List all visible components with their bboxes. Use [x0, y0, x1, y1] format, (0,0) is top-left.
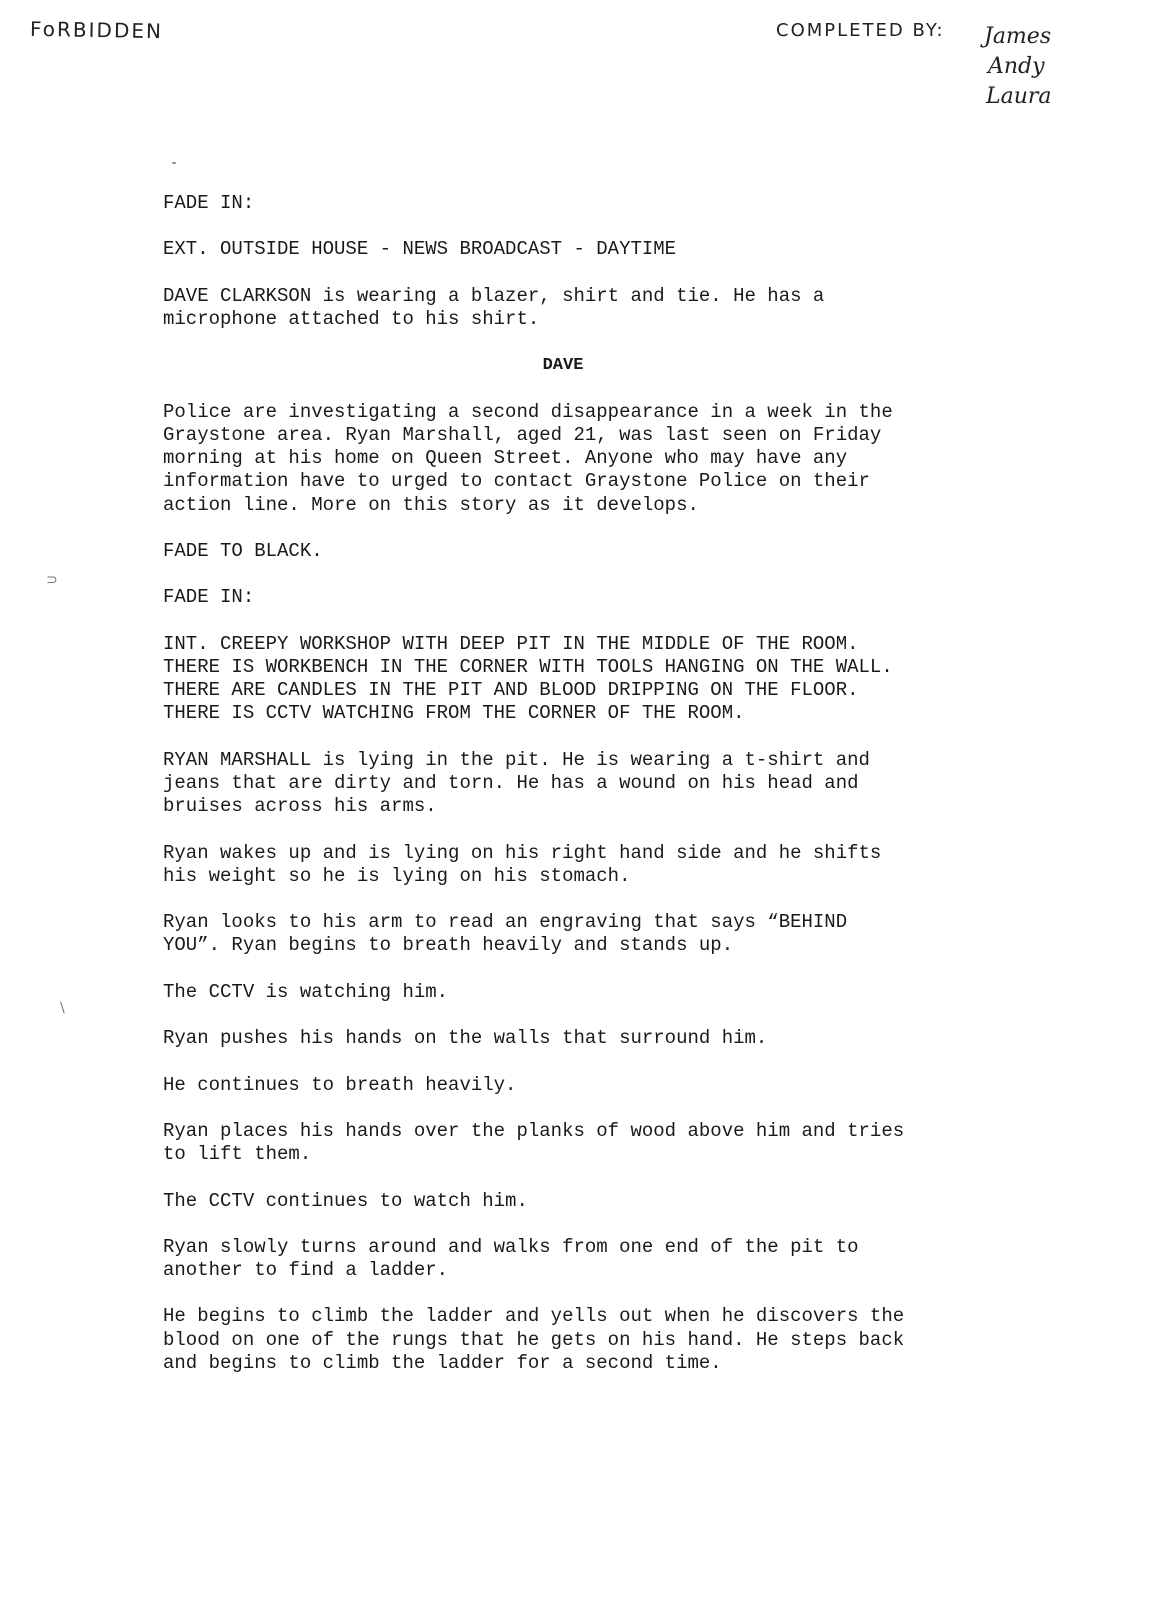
- character-name: DAVE: [542, 356, 584, 376]
- scan-mark: ⊃: [46, 572, 58, 588]
- action-paragraph: He continues to breath heavily.: [163, 1073, 517, 1096]
- action-paragraph: DAVE CLARKSON is wearing a blazer, shirt and tie. He has a microphone attached to his shirt.: [163, 284, 825, 330]
- action-paragraph: The CCTV continues to watch him.: [163, 1189, 528, 1212]
- screenplay-body: [163, 192, 983, 1398]
- action-paragraph: Ryan places his hands over the planks of wood above him and tries to lift them.: [163, 1119, 905, 1166]
- scan-speck: [172, 162, 176, 164]
- transition-line: FADE IN:: [163, 586, 255, 609]
- dialogue-paragraph: Police are investigating a second disappearance in a week in the Graystone area. Ryan Marshall, aged 21, was last seen on Friday morning at his home on Queen Street. Anyone who may have any information have to urged to contact Graystone Police on their action line. More on this story as it develops.: [163, 400, 893, 516]
- author-name: Laura: [986, 84, 1052, 109]
- author-name: Andy: [988, 54, 1045, 79]
- completed-by-label: COMPLETED BY:: [776, 20, 945, 41]
- action-paragraph: Ryan slowly turns around and walks from one end of the pit to another to find a ladder.: [163, 1235, 859, 1282]
- action-paragraph: Ryan looks to his arm to read an engraving that says “BEHIND YOU”. Ryan begins to breath heavily and stands up.: [163, 911, 848, 957]
- handwritten-title: FoRBIDDEN: [29, 16, 164, 44]
- action-paragraph: He begins to climb the ladder and yells out when he discovers the blood on one of the rungs that he gets on his hand. He steps back and begins to climb the ladder for a second time.: [163, 1305, 905, 1374]
- action-paragraph: Ryan wakes up and is lying on his right hand side and he shifts his weight so he is lying on his stomach.: [163, 841, 882, 887]
- author-names: [980, 22, 1052, 112]
- scene-heading: EXT. OUTSIDE HOUSE - NEWS BROADCAST - DAYTIME: [163, 238, 677, 261]
- transition-line: FADE IN:: [163, 192, 255, 214]
- scan-mark: \: [60, 1000, 65, 1016]
- author-name: James: [984, 24, 1052, 49]
- action-paragraph: RYAN MARSHALL is lying in the pit. He is wearing a t-shirt and jeans that are dirty and torn. He has a wound on his head and bruises across his arms.: [163, 748, 870, 818]
- transition-line: FADE TO BLACK.: [163, 539, 323, 562]
- scene-heading: INT. CREEPY WORKSHOP WITH DEEP PIT IN THE MIDDLE OF THE ROOM. THERE IS WORKBENCH IN THE CORNER WITH TOOLS HANGING ON THE WALL. THERE ARE CANDLES IN THE PIT AND BLOOD DRIPPING ON THE FLOOR. THERE IS CCTV WATCHING FROM THE CORNER OF THE ROOM.: [163, 632, 893, 725]
- action-paragraph: Ryan pushes his hands on the walls that surround him.: [163, 1027, 768, 1050]
- action-paragraph: The CCTV is watching him.: [163, 980, 449, 1003]
